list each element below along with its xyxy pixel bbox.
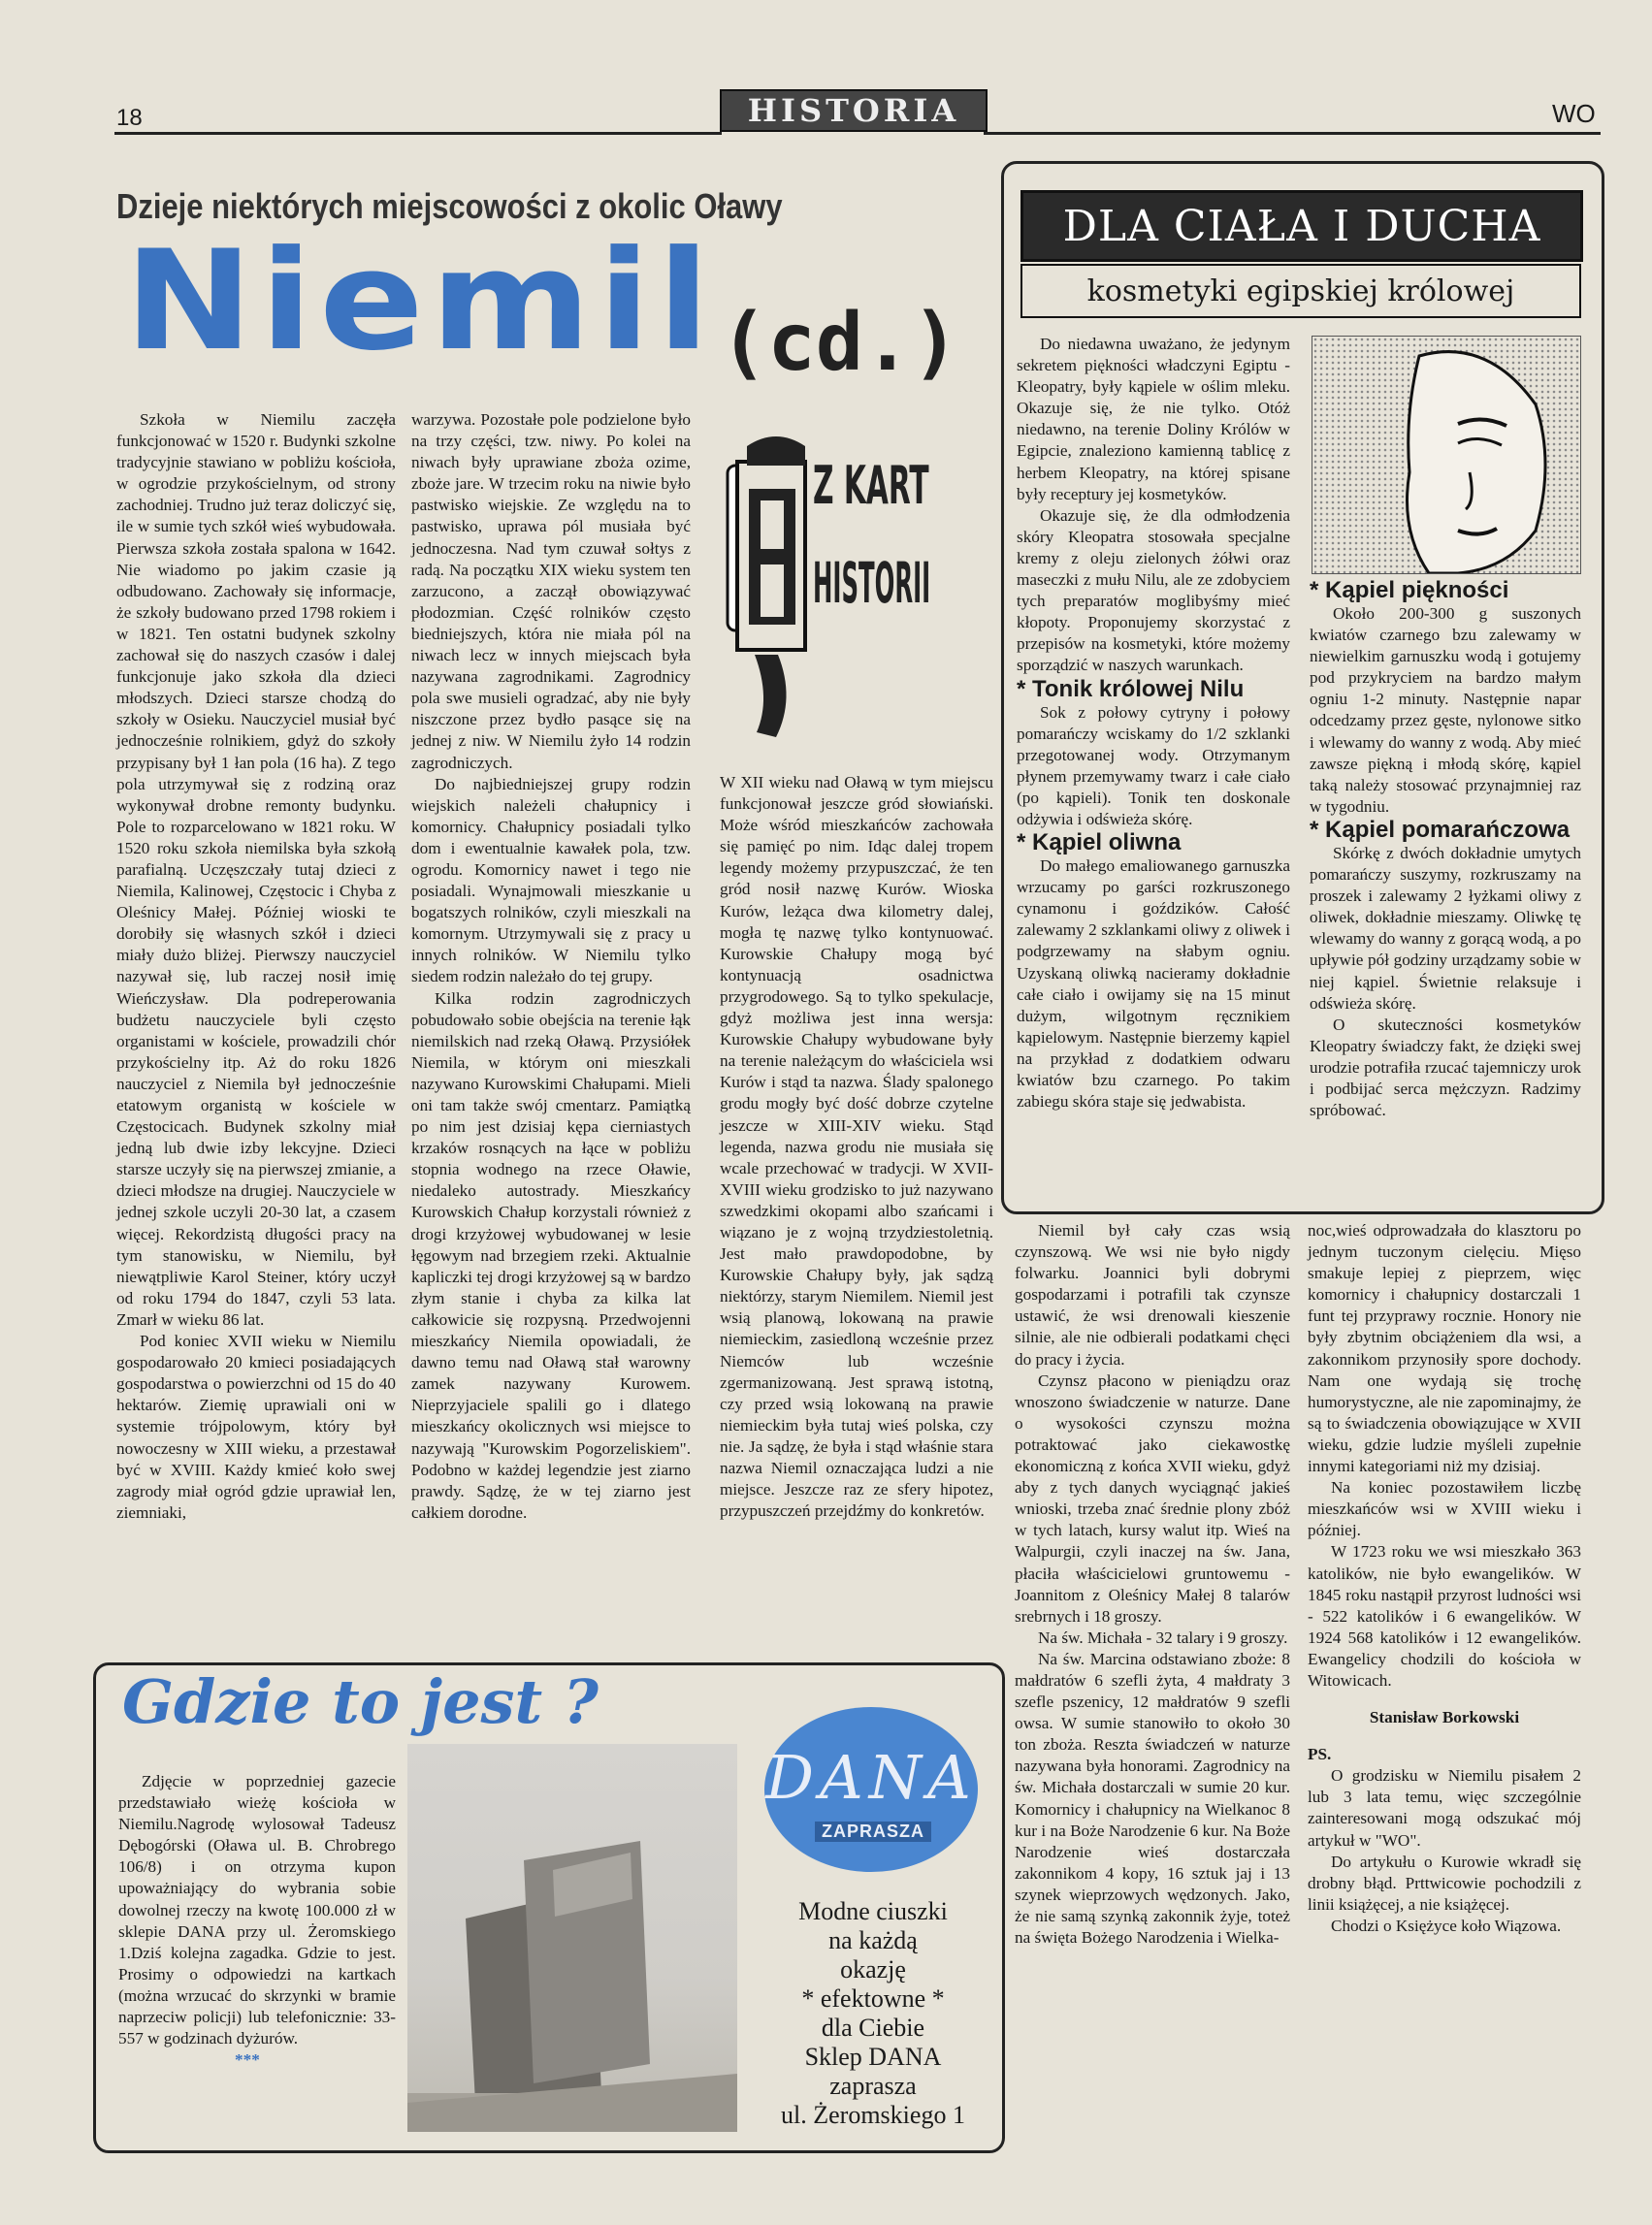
col5-para: Na koniec pozostawiłem liczbę mieszkańców wsi w XVIII wieku i później. xyxy=(1308,1478,1581,1540)
quiz-text: Zdjęcie w poprzedniej gazecie przedstawiało wieżę kościoła w Niemilu.Nagrodę wylosował Tadeusz Dębogórski (Oława ul. B. Chrobrego 106/8) i on otrzyma kupon upoważniający do wybrania sobie dowolnej rzeczy na kwotę 100.000 zł w sklepie DANA przy ul. Żeromskiego 1.Dziś kolejna zagadka. Gdzie to jest. Prosimy o odpowiedzi na kartkach (można wrzucać do skrzynki w bramie naprzeciw policji) lub telefonicznie: 33-557 w godzinach dyżurów. xyxy=(118,1772,396,2048)
dana-ad xyxy=(757,1707,989,2144)
col5-para: W 1723 roku we wsi mieszkało 363 katolików, nie było ewangelików. W 1845 roku nastąpił przyrost ludności wsi - 522 katolików i 6 ewangelików. W 1924 568 katolików i 12 ewangelików. Ewangelicy chodzili do kościoła w Witowicach. xyxy=(1308,1542,1581,1690)
author: Stanisław Borkowski xyxy=(1369,1708,1520,1727)
dana-tagline: ZAPRASZA xyxy=(815,1822,931,1842)
face-icon xyxy=(1312,337,1580,573)
logo-line-2: HISTORII xyxy=(813,550,931,616)
article-column-2 xyxy=(411,409,691,1524)
woman-face-illustration xyxy=(1312,336,1581,574)
quiz-text-column xyxy=(118,1771,396,2071)
col1-para: Pod koniec XVII wieku w Niemilu gospodarowało 20 kmieci posiadających gospodarstwa o powierzchni od 15 do 40 hektarów. Ziemię uprawiali oni w systemie trójpolowym, który był nowoczesny w XIII wieku, a przestawał być w XVIII. Każdy kmieć koło swej zagrody miał ogród gdzie uprawiał len, ziemniaki, xyxy=(116,1332,396,1522)
z-kart-historii-logo xyxy=(718,407,980,757)
col3-para: W XII wieku nad Oławą w tym miejscu funkcjonował jeszcze gród słowiański. Może wśród mieszkańców zachowała się pamięć po nim. Idąc dalej tropem legendy możemy przypuszczać, że ten gród nosił nazwę Kurów. Wioska Kurów, leżąca dwa kilometry dalej, mogła tę nazwę tylko kontynuować. Kurowskie Chałupy mogą być kontynuacją osadnictwa przygrodowego. Są to tylko spekulacje, gdyż możliwa jest inna wersja: Kurowskie Chałupy wybudowane były na terenie należącym do właściciela wsi Kurów i stąd ta nazwa. Ślady spalonego grodu mogły być dość dobrze czytelne jeszcze w XIII-XIV wieku. Stąd legenda, nazwa grodu nie musiała się wcale przechować w tradycji. W XVII-XVIII wieku grodzisko to już nazywano szwedzkimi okopami albo szańcami i wiązano je z wojną trzydziestoletnią. Jest mało prawdopodobne, by Kurowskie Chałupy były, jak sądzą niektórzy, starym Niemilem. Niemil jest wsią planową, lokowaną na prawie niemieckim, zasiedloną wcześnie przez Niemców lub wcześnie zgermanizowaną. Jest sprawą istotną, czy przed wsią lokowaną na prawie niemieckim była tutaj wieś polska, czy nie. Ja sądzę, że była i stąd właśnie stara nazwa Niemil oznaczająca ludzi a nie miejsce. Jeszcze raz ze sfery hipotez, przypuszczeń przejdźmy do konkretów. xyxy=(720,773,993,1521)
article-title: Niemil xyxy=(124,221,717,381)
pomaranczowa-text: Skórkę z dwóch dokładnie umytych pomarańczy suszymy, rozkruszamy na proszek i zalewamy 2 łyżkami oliwy z oliwek, dokładnie mieszamy. Oliwkę tę wlewamy do wanny z gorącą wodą, a po upływie pół godziny urządzamy sobie w niej kąpiel. Świetnie relaksuje i odświeża skórę. xyxy=(1310,843,1581,1013)
beauty-intro-para: Okazuje się, że dla odmłodzenia skóry Kleopatra stosowała specjalne kremy z oleju zielonych żółwi oraz maseczki z mułu Nilu, ale ze zdobyciem tych preparatów moglibyśmy mieć kłopoty. Proponujemy skorzystać z przepisów na kosmetyki, które możemy sporządzić w naszych warunkach. xyxy=(1017,505,1290,675)
pieknosci-heading: * Kąpiel piękności xyxy=(1310,577,1509,603)
col5-para: noc,wieś odprowadzała do klasztoru po jednym tuczonym cielęciu. Mięso smakuje lepiej z pieprzem, więc komornicy i chałupnicy dostarczali 1 funt tej przyprawy rocznie. Honory nie były zbytnim obciążeniem dla wsi, a zakonnikom przynosiły spore dochody. Nam one wydają się trochę humorystyczne, ale nie zapominajmy, że są to świadczenia obowiązujące w XVII wieku, gdzie ludzie myśleli zupełnie innymi kategoriami niż my dzisiaj. xyxy=(1308,1221,1581,1476)
tonik-text: Sok z połowy cytryny i połowy pomarańczy wciskamy do 1/2 szklanki przegotowanej wody. Otrzymanym płynem przemywamy twarz i całe ciało (po kąpieli). Tonik ten doskonale odżywia i odświeża skórę. xyxy=(1017,702,1290,828)
beauty-title: DLA CIAŁA I DUCHA xyxy=(1062,201,1541,251)
dana-ad-text xyxy=(757,1897,989,2130)
publication-name: WO xyxy=(1552,99,1596,128)
col4-para: Czynsz płacono w pieniądzu oraz wnoszono świadczenie w naturze. Dane o wysokości czynszu można potraktować jako ciekawostkę ekonomiczną z końca XVII wieku, gdyż aby z tych danych wyciągnąć jakieś wnioski, trzeba znać średnie plony zbóż w tych latach, kursy walut itp. Wieś na Walpurgii, czyli inaczej na św. Jana, płaciła właścicielowi gruntowemu - Joannitom z Oleśnicy Małej 8 talarów srebrnych i 18 groszy. xyxy=(1015,1370,1290,1626)
ad-line: zaprasza xyxy=(829,2072,917,2100)
article-title-suffix: (cd.) xyxy=(720,297,959,389)
ad-line: Sklep DANA xyxy=(804,2043,942,2071)
pieknosci-text: Około 200-300 g suszonych kwiatów czarnego bzu zalewamy w niewielkim garnuszku wodą i gotujemy pod przykryciem na bardzo małym ogniu 1-2 minuty. Następnie napar odcedzamy przez gęste, nylonowe sitko i wlewamy do wanny z wodą. Aby mieć zawsze piękną i młodą skórę, kąpiel taką należy stosować przynajmniej raz w tygodniu. xyxy=(1310,604,1581,816)
oliwna-heading: * Kąpiel oliwna xyxy=(1017,829,1182,856)
pomaranczowa-heading: * Kąpiel pomarańczowa xyxy=(1310,816,1571,843)
monument-photo-icon xyxy=(407,1744,737,2132)
header-rule-left xyxy=(114,132,722,135)
beauty-column-1 xyxy=(1017,334,1290,1112)
article-column-5 xyxy=(1308,1220,1581,1937)
ps-para: Do artykułu o Kurowie wkradł się drobny błąd. Prttwicowie pochodzili z linii książęcej, a nie książęcej. xyxy=(1308,1852,1581,1914)
article-column-1 xyxy=(116,409,396,1524)
tonik-heading: * Tonik królowej Nilu xyxy=(1017,675,1245,702)
col4-para: Niemil był cały czas wsią czynszową. We wsi nie było nigdy folwarku. Joannici byli dobrymi gospodarzami i potrafili tak czynsze ustawić, że wsi drenowali kieszenie silnie, ale nie odbierali podatkami chęci do pracy i życia. xyxy=(1015,1221,1290,1369)
col2-para: warzywa. Pozostałe pole podzielone było na trzy części, tzw. niwy. Po kolei na niwach były uprawiane zboża ozime, zboże jare. W trzecim roku na niwie było pastwisko wiejskie. Ze względu na to pastwisko, uprawa pól musiała być jednoczesna. Nad tym czuwał sołtys z radą. Na początku XIX wieku system ten zarzucono, a zaczął obowiązywać płodozmian. Część rolników często biedniejszych, która nie miała pól na niwach lecz w innych miejscach była nazywana zagrodnikami. Zagrodnicy pola swe musieli ogradzać, aby nie były niszczone przez bydło pasące się na jednej z niw. W Niemilu żyło 14 rodzin zagrodniczych. xyxy=(411,410,691,772)
quiz-photo xyxy=(407,1744,737,2132)
dana-brand: DANA xyxy=(765,1742,977,1813)
pomaranczowa-text: O skuteczności kosmetyków Kleopatry świadczy fakt, że dzięki swej urodzie potrafiła rzucać tajemniczy urok i podbijać serca mężczyzn. Radzimy spróbować. xyxy=(1310,1015,1581,1120)
section-title: HISTORIA xyxy=(747,92,960,129)
quiz-stars: *** xyxy=(235,2050,260,2070)
quiz-title: Gdzie to jest ? xyxy=(122,1666,599,1737)
beauty-title-banner xyxy=(1020,190,1583,262)
ps-para: O grodzisku w Niemilu pisałem 2 lub 3 lata temu, więc szczególnie zainteresowani mogą odszukać mój artykuł w "WO". xyxy=(1308,1766,1581,1850)
col1-para: Szkoła w Niemilu zaczęła funkcjonować w 1520 r. Budynki szkolne tradycyjnie stawiano w pobliżu kościoła, w ogrodzie przykościelnym, od strony zachodniej. Trudno już teraz doliczyć się, ile w sumie tych szkół wieś wybudowała. Pierwsza szkoła została spalona w 1642. Nie wiadomo po jakim czasie ją odbudowano. Zachowały się informacje, że szkoły budowano przed 1798 rokiem i w 1821. Ten ostatni budynek szkolny zachował się do naszych czasów i dalej funkcjonuje jako szkoła dla dzieci młodszych. Dzieci starsze chodzą do szkoły w Osieku. Nauczyciel musiał być jednocześnie rolnikiem, gdyż do szkoły przypisany był 1 łan pola (16 ha). Z tego pola utrzymywał się z rodziną oraz wykonywał drobne remonty budynku. Pole to rozparcelowano w 1821 roku. W 1520 roku szkoła niemilska była szkołą parafialną. Uczęszczały tutaj dzieci z Niemila, Kalinowej, Częstocic i Chyba z Oleśnicy Małej. Później wioski te dorobiły się własnych szkół i dzieci miały dużo bliżej. Pierwszy nauczyciel nazywał się, lub raczej nosił imię Wieńczysław. Dla podreperowania budżetu nauczyciele byli często organistami w kościele, prowadzili chór przykościelny itp. Aż do roku 1826 nauczyciel z Niemila był jednocześnie etatowym organistą w kościele w Częstocicach. Budynek szkolny miał jedną lub dwie izby lekcyjne. Dzieci starsze uczyły się na pierwszej zmianie, a dzieci młodsze na drugiej. Nauczyciele w jednej szkole uczyli 20-30 lat, a czasem więcej. Rekordzistą długości pracy na tym stanowisku, w Niemilu, był niewątpliwie Karol Steiner, który uczył od roku 1794 do 1847, czyli 53 lata. Zmarł w wieku 86 lat. xyxy=(116,410,396,1329)
col2-para: Kilka rodzin zagrodniczych pobudowało sobie obejścia na terenie łąk niemilskich nad rzeką Oławą. Przysiółek Niemila, w którym oni mieszkali nazywano Kurowskimi Chałupami. Mieli oni tam także swój cmentarz. Pamiątką po nim jest dzisiaj kępa cierniastych krzaków rosnących na łące w pobliżu stopnia wodnego na rzece Oławie, niedaleko autostrady. Mieszkańcy Kurowskich Chałup korzystali również z drogi krzyżowej wybudowanej w lesie łęgowym nad brzegiem rzeki. Aktualnie kapliczki tej drogi krzyżowej są w bardzo złym stanie i chyba za kilka lat całkowicie się rozpysną. Przedwojenni mieszkańcy Niemila opowiadali, że dawno temu nad Oławą stał warowny zamek nazywany Kurowem. Nieprzyjaciele spalili go i dlatego mieszkańcy okolicznych wsi miejsce to nazywają "Kurowskim Pogorzeliskiem". Podobno w każdej legendzie jest ziarno prawdy. Sądzę, że w tej ziarno jest całkiem dorodne. xyxy=(411,988,691,1522)
col2-para: Do najbiedniejszej grupy rodzin wiejskich należeli chałupnicy i komornicy. Chałupnicy posiadali tylko dom i ewentualnie kawałek pola, tzw. ogrodu. Komornicy nawet i tego nie posiadali. Wynajmowali mieszkanie u bogatszych rolników, czyli mieszkali na komornym. Utrzymywali się z pracy u innych rolników. W Niemilu tylko siedem rodzin należało do tej grupy. xyxy=(411,774,691,986)
article-kicker: Dzieje niektórych miejscowości z okolic Oławy xyxy=(116,186,783,226)
logo-line-1: Z KART xyxy=(813,455,929,516)
ad-line: Modne ciuszki xyxy=(798,1897,948,1925)
beauty-subtitle-box xyxy=(1020,264,1581,318)
ad-line: * efektowne * xyxy=(801,1984,945,2013)
ad-line: okazję xyxy=(840,1955,906,1983)
ps-label: PS. xyxy=(1308,1745,1332,1764)
article-column-4 xyxy=(1015,1220,1290,1949)
col4-para: Na św. Michała - 32 talary i 9 groszy. xyxy=(1038,1628,1288,1647)
beauty-intro-para: Do niedawna uważano, że jedynym sekretem piękności władczyni Egiptu - Kleopatry, były kąpiele w oślim mleku. Okazuje się, że nie tylko. Otóż niedawno, na terenie Doliny Królów w Egipcie, znaleziono kamienną tablicę z herbem Kleopatry, na której spisane były receptury jej kosmetyków. xyxy=(1017,335,1290,503)
beauty-subtitle: kosmetyki egipskiej królowej xyxy=(1086,274,1515,308)
beauty-column-2 xyxy=(1310,578,1581,1121)
ps-para: Chodzi o Księżyce koło Wiązowa. xyxy=(1331,1916,1562,1935)
col4-para: Na św. Marcina odstawiano zboże: 8 małdratów 6 szefli żyta, 4 małdraty 3 szefle pszenicy, 12 małdratów 9 szefli owsa. W sumie stanowiło to około 30 ton zboża. Reszta świadczeń w naturze nazywana była honorami. Zagrodnicy na św. Michała dostarczali w sumie 20 kur. Komornicy i chałupnicy na Wielkanoc 8 kur i na Boże Narodzenie 6 kur. Na Boże Narodzenie wieś dostarczała zakonnikom 4 kopy, 16 sztuk jaj i 13 szynek wieprzowych wędzonych. Jako, że nie samą szynką zakonnik żyje, toteż na święta Bożego Narodzenia i Wielka- xyxy=(1015,1649,1290,1948)
section-banner xyxy=(720,89,988,132)
ad-line: ul. Żeromskiego 1 xyxy=(781,2101,965,2129)
ad-line: na każdą xyxy=(828,1926,918,1954)
header-rule-right xyxy=(984,132,1601,135)
page-number: 18 xyxy=(116,105,143,131)
oliwna-text: Do małego emaliowanego garnuszka wrzucamy po garści rozkruszonego cynamonu i goździków. Całość zalewamy 2 szklankami oliwy z oliwek i podgrzewamy na słabym ogniu. Uzyskaną oliwką nacieramy dokładnie całe ciało i owijamy się na 15 minut dużym, wilgotnym ręcznikiem kąpielowym. Następnie bierzemy kąpiel na przykład z dodatkiem odwaru kwiatów bzu czarnego. Po takim zabiegu skóra staje się jedwabista. xyxy=(1017,856,1290,1112)
article-column-3 xyxy=(720,772,993,1522)
ad-line: dla Ciebie xyxy=(821,2014,925,2042)
